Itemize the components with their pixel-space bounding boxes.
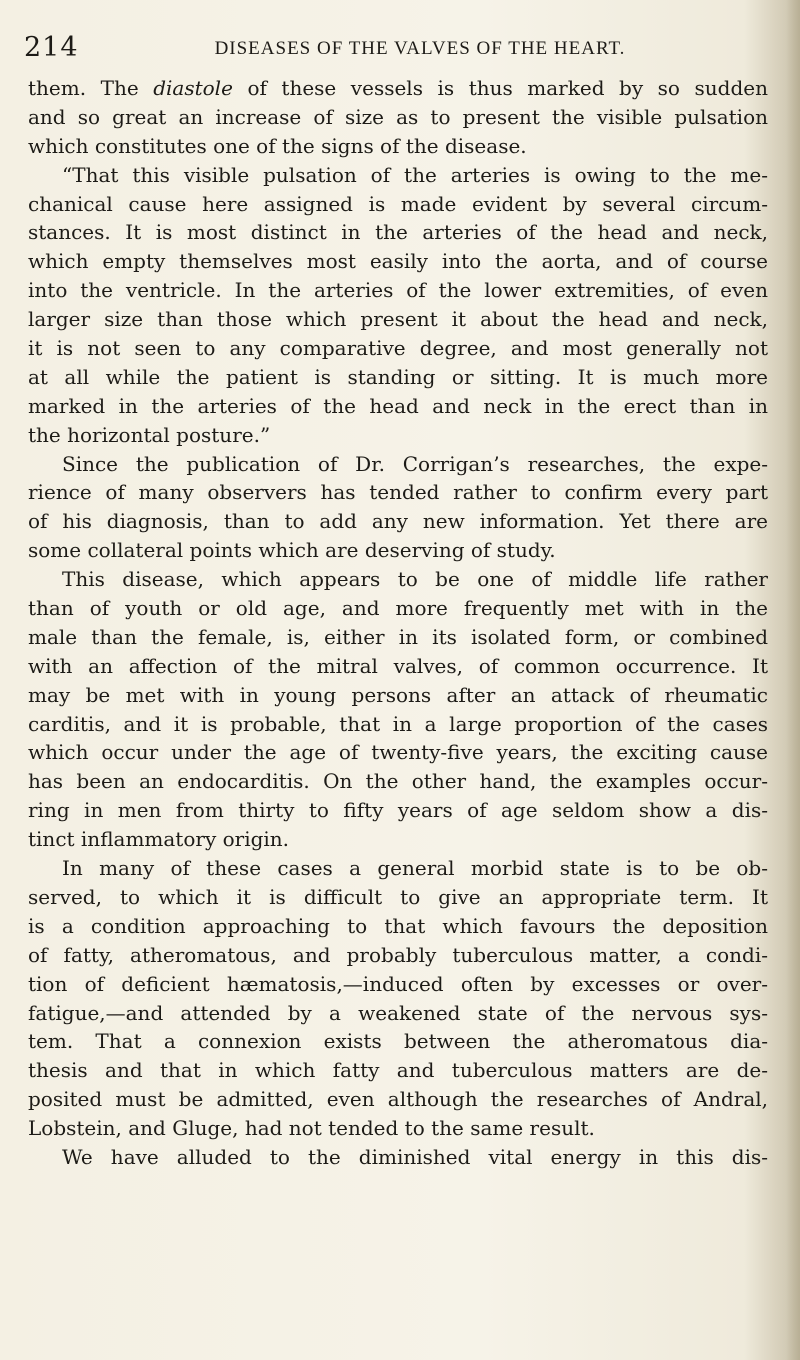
text-line: it is not seen to any comparative degree, and most generally not <box>28 336 768 361</box>
italic-word: diastole <box>153 76 233 100</box>
text-line: Lobstein, and Gluge, had not tended to the same result. <box>28 1116 595 1141</box>
text-line: This disease, which appears to be one of middle life rather <box>62 567 768 592</box>
text-line: Since the publication of Dr. Corrigan’s researches, the expe- <box>62 451 768 476</box>
text-line: posited must be admitted, even although the researches of Andral, <box>28 1087 768 1112</box>
text-line: tem. That a connexion exists between the atheromatous dia- <box>28 1029 768 1054</box>
text-line: has been an endocarditis. On the other hand, the examples occur- <box>28 769 768 794</box>
text-line: ring in men from thirty to fifty years of age seldom show a dis- <box>28 798 768 823</box>
text-line: thesis and that in which fatty and tuberculous matters are de- <box>28 1058 768 1083</box>
page-header <box>24 32 780 72</box>
text-line: served, to which it is difficult to give an appropriate term. It <box>28 884 768 909</box>
text-line: male than the female, is, either in its isolated form, or combined <box>28 624 768 649</box>
text-line: into the ventricle. In the arteries of the lower extremities, of even <box>28 278 768 303</box>
text-line: In many of these cases a general morbid state is to be ob- <box>62 856 768 881</box>
page-number: 214 <box>24 32 79 63</box>
text-line: carditis, and it is probable, that in a large proportion of the cases <box>28 711 768 736</box>
text-line: than of youth or old age, and more frequently met with in the <box>28 596 768 621</box>
text-line: at all while the patient is standing or sitting. It is much more <box>28 364 768 389</box>
text-line: marked in the arteries of the head and neck in the erect than in <box>28 393 768 418</box>
text-line: rience of many observers has tended rather to confirm every part <box>28 480 768 505</box>
text-line: with an affection of the mitral valves, of common occurrence. It <box>28 653 768 678</box>
text-line: them. The diastole of these vessels is thus marked by so sudden <box>28 76 768 100</box>
text-line: of his diagnosis, than to add any new information. Yet there are <box>28 509 768 534</box>
text-line: and so great an increase of size as to present the visible pulsation <box>28 104 768 129</box>
text-line: which constitutes one of the signs of the disease. <box>28 133 527 158</box>
text-line: “That this visible pulsation of the arteries is owing to the me- <box>62 162 768 187</box>
text-line: tion of deficient hæmatosis,—induced often by excesses or over- <box>28 971 768 996</box>
text-line: which empty themselves most easily into the aorta, and of course <box>28 249 768 274</box>
text-line: some collateral points which are deserving of study. <box>28 538 556 563</box>
text-line: of fatty, atheromatous, and probably tuberculous matter, a condi- <box>28 942 768 967</box>
text-line: fatigue,—and attended by a weakened state of the nervous sys- <box>28 1000 768 1025</box>
running-head: DISEASES OF THE VALVES OF THE HEART. <box>214 38 626 59</box>
page-edge-shadow <box>786 0 800 1360</box>
text-line: the horizontal posture.” <box>28 422 271 447</box>
text-line: may be met with in young persons after an attack of rheumatic <box>28 682 768 707</box>
text-line: We have alluded to the diminished vital energy in this dis- <box>62 1144 768 1169</box>
body-text <box>28 74 768 1172</box>
text-line: tinct inflammatory origin. <box>28 827 290 852</box>
text-line: larger size than those which present it about the head and neck, <box>28 307 768 332</box>
text-line: stances. It is most distinct in the arteries of the head and neck, <box>28 220 768 245</box>
text-line: which occur under the age of twenty-five years, the exciting cause <box>28 740 768 765</box>
text-line: is a condition approaching to that which favours the deposition <box>28 913 768 938</box>
text-line: chanical cause here assigned is made evident by several circum- <box>28 191 768 216</box>
